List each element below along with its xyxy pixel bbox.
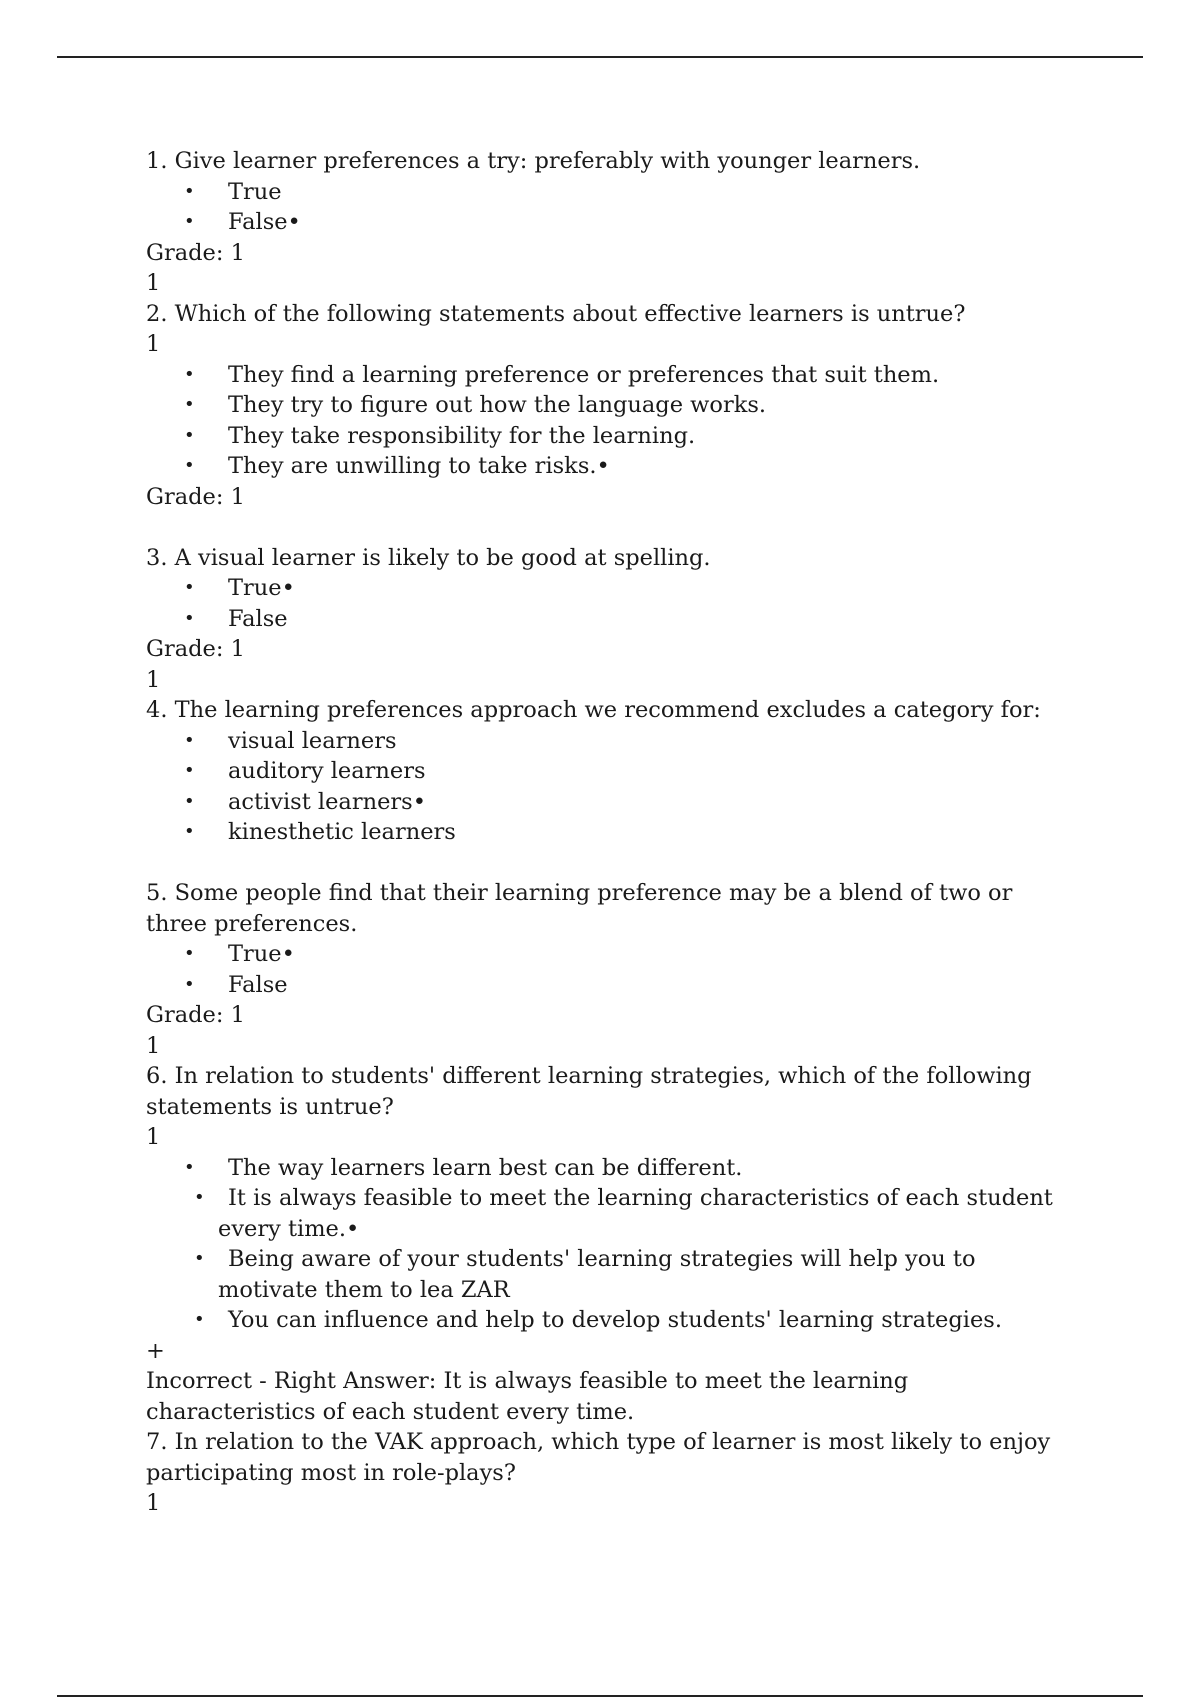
option-item: • They are unwilling to take risks.•	[146, 451, 1066, 482]
question-text: 1. Give learner preferences a try: preferably with younger learners.	[146, 148, 921, 174]
option-item: • They take responsibility for the learning.	[146, 421, 1066, 452]
question-7	[146, 1427, 1066, 1519]
option-item: • The way learners learn best can be different.	[146, 1153, 1066, 1184]
grade-label: Grade: 1	[146, 636, 245, 662]
score-value: 1	[146, 1124, 161, 1150]
question-text: 4. The learning preferences approach we recommend excludes a category for:	[146, 697, 1041, 723]
option-item: • activist learners•	[146, 787, 1066, 818]
option-item: • They try to figure out how the language works.	[146, 390, 1066, 421]
score-value: 1	[146, 270, 161, 296]
option-list	[146, 573, 1066, 634]
spacer	[146, 512, 1066, 543]
question-text: 2. Which of the following statements about effective learners is untrue?	[146, 300, 966, 327]
option-item: • False•	[146, 207, 1066, 238]
question-text: 7. In relation to the VAK approach, which type of learner is most likely to enjoy participating most in role-plays?	[146, 1429, 1058, 1486]
score-value: 1	[146, 331, 161, 357]
option-item: • They find a learning preference or preferences that suit them.	[146, 360, 1066, 391]
option-list	[146, 360, 1066, 482]
option-item: • True•	[146, 573, 1066, 604]
option-item: • It is always feasible to meet the learning characteristics of each student every time.•	[146, 1183, 1066, 1244]
footer-rule	[57, 1695, 1143, 1697]
header-rule	[57, 56, 1143, 58]
option-item: • True•	[146, 939, 1066, 970]
question-text: 3. A visual learner is likely to be good at spelling.	[146, 544, 711, 571]
option-item: • You can influence and help to develop students' learning strategies.	[146, 1305, 1066, 1336]
question-1	[146, 146, 1066, 299]
question-6	[146, 1061, 1066, 1427]
question-text: 6. In relation to students' different learning strategies, which of the following statements is untrue?	[146, 1063, 1039, 1120]
option-list	[146, 177, 1066, 238]
grade-label: Grade: 1	[146, 483, 245, 510]
option-item: • visual learners	[146, 726, 1066, 757]
question-4	[146, 695, 1066, 878]
option-item: • False	[146, 604, 1066, 635]
option-list	[146, 1153, 1066, 1336]
option-item: • auditory learners	[146, 756, 1066, 787]
question-2	[146, 299, 1066, 543]
option-item: • True	[146, 177, 1066, 208]
option-list	[146, 726, 1066, 848]
grade-label: Grade: 1	[146, 1002, 245, 1028]
spacer	[146, 848, 1066, 879]
feedback-text: Incorrect - Right Answer: It is always feasible to meet the learning characteristics of each student every time.	[146, 1368, 916, 1425]
quiz-content	[146, 146, 1066, 1519]
score-value: 1	[146, 666, 161, 693]
feedback-marker: +	[146, 1337, 165, 1364]
question-5	[146, 878, 1066, 1061]
option-item: • False	[146, 970, 1066, 1001]
option-item: • Being aware of your students' learning strategies will help you to motivate them to lea ZAR	[146, 1244, 1066, 1305]
score-value: 1	[146, 1490, 161, 1516]
grade-label: Grade: 1	[146, 239, 245, 266]
question-3	[146, 543, 1066, 696]
question-text: 5. Some people find that their learning preference may be a blend of two or three preferences.	[146, 880, 1020, 937]
score-value: 1	[146, 1032, 161, 1059]
option-item: • kinesthetic learners	[146, 817, 1066, 848]
option-list	[146, 939, 1066, 1000]
